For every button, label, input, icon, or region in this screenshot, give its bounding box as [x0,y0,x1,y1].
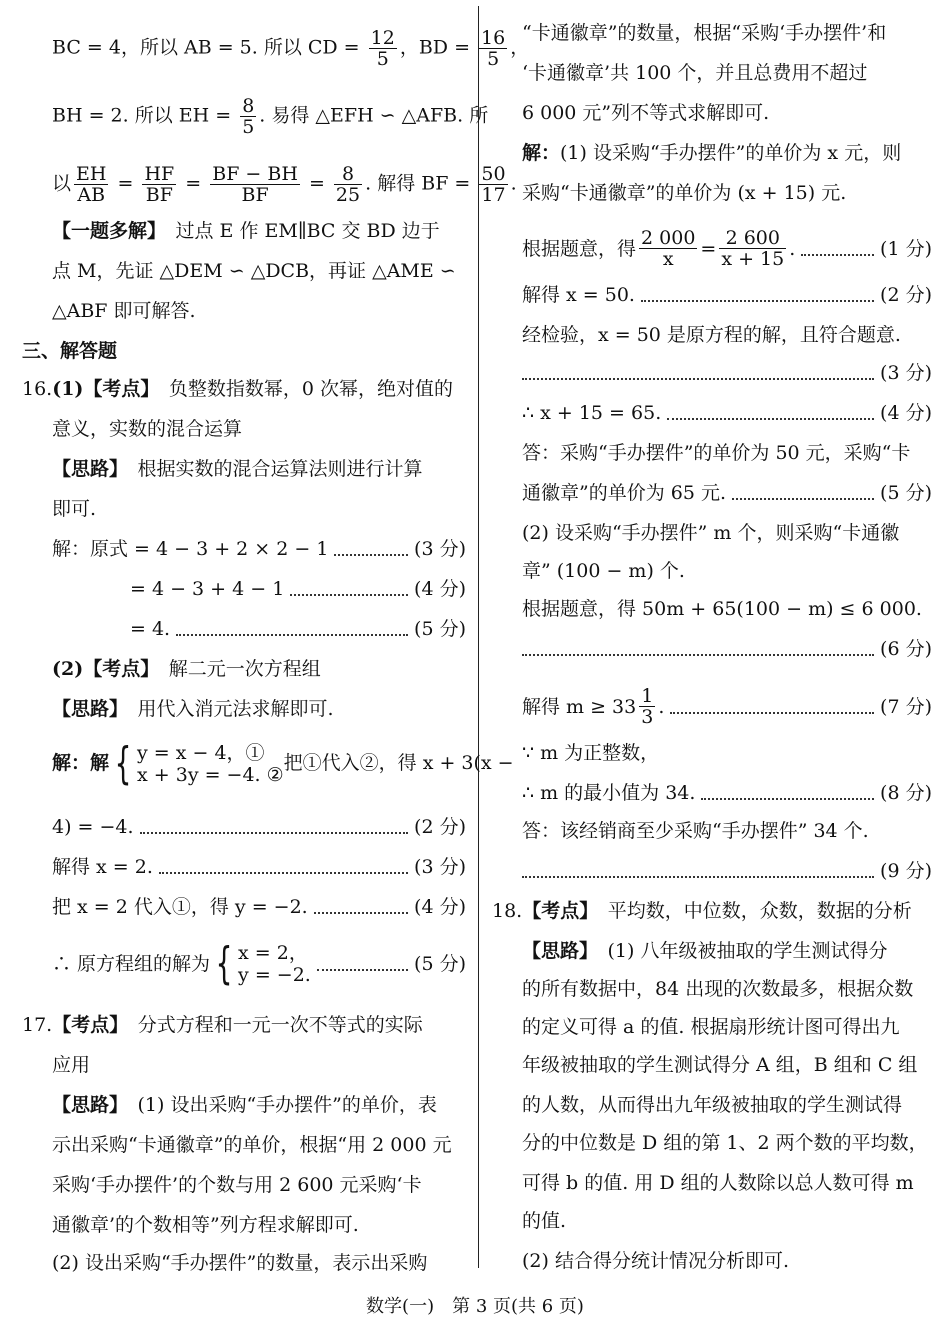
text-line: “卡通徽章”的数量，根据“采购‘手办摆件’和 [522,22,887,44]
text-line: (2)【考点】 解二元一次方程组 [52,658,321,680]
text-line: (2) 结合得分统计情况分析即可. [522,1250,789,1272]
text-line: ∴ m 的最小值为 34. (8 分) [522,782,932,804]
text-line: (2) 设采购“手办摆件” m 个，则采购“卡通徽 [522,522,900,544]
text-line: 经检验，x = 50 是原方程的解，且符合题意. [522,324,901,346]
text-line: 的所有数据中，84 出现的次数最多，根据众数 [522,978,914,1000]
text-line: 章” (100 − m) 个. [522,560,685,582]
text-line: 采购“卡通徽章”的单价为 (x + 15) 元. [522,182,847,204]
text-line: 解得 m ≥ 33 $\frac{1}{3}$ . (7 分) [522,685,932,728]
text-line: = 4. (5 分) [130,618,466,640]
text-line: △ABF 即可解答. [52,300,196,322]
text-line: 16.(1)【考点】 负整数指数幂，0 次幂，绝对值的 [22,378,454,400]
equation-system: 解：解 { y = x − 4，① x + 3y = −4. ② 把①代入②，得 x + 3(x − [52,738,514,789]
text-line: 4) = −4. (2 分) [52,816,466,838]
text-line: ∴ 原方程组的解为 { x = 2， y = −2. (5 分) [52,938,466,989]
text-line: = 4 − 3 + 4 − 1 (4 分) [130,578,466,600]
section-heading: 三、解答题 [22,340,118,362]
text-line: BC = 4，所以 AB = 5. 所以 CD = $\frac{12}{5}$ ，BD = $\frac{16}{5}$ ， [52,27,530,70]
text-line: 18.【考点】 平均数，中位数，众数，数据的分析 [492,900,912,922]
text-line: 以 $\frac{EH}{AB}$ = $\frac{HF}{BF}$ = $\frac{BF - BH}{BF}$ = $\frac{8}{25}$ . 解得 BF = $\frac{50}{17}$ . [52,163,517,206]
text-line: 根据题意，得 50m + 65(100 − m) ≤ 6 000. [522,598,922,620]
text-line: 6 000 元”列不等式求解即可. [522,102,770,124]
text-line: 解得 x = 2. (3 分) [52,856,466,878]
text-line: 示出采购“卡通徽章”的单价，根据“用 2 000 元 [52,1134,452,1156]
text-line: 答：采购“手办摆件”的单价为 50 元，采购“卡 [522,442,911,464]
text-line: 17.【考点】 分式方程和一元一次不等式的实际 [22,1014,423,1036]
page-footer: 数学(一) 第 3 页(共 6 页) [366,1296,584,1317]
text-line: 【思路】 根据实数的混合运算法则进行计算 [52,458,423,480]
text-line: 通徽章”的单价为 65 元. (5 分) [522,482,932,504]
text-line: 可得 b 的值. 用 D 组的人数除以总人数可得 m [522,1172,914,1194]
text-line: 点 M，先证 △DEM ∽ △DCB，再证 △AME ∽ [52,260,456,282]
text-line: 【思路】 (1) 八年级被抽取的学生测试得分 [522,940,888,962]
text-line: 解：原式 = 4 − 3 + 2 × 2 − 1 (3 分) [52,538,466,560]
text-line: 年级被抽取的学生测试得分 A 组，B 组和 C 组 [522,1054,918,1076]
text-line: ∴ x + 15 = 65. (4 分) [522,402,932,424]
text-line: (2) 设出采购“手办摆件”的数量，表示出采购 [52,1252,428,1274]
text-line: 应用 [52,1054,91,1076]
text-line: 解得 x = 50. (2 分) [522,284,932,306]
text-line: (6 分) [492,636,932,662]
text-line: 的值. [522,1210,567,1232]
text-line: 即可. [52,498,97,520]
text-line: ‘卡通徽章’共 100 个，并且总费用不超过 [522,62,868,84]
text-line: 解：(1) 设采购“手办摆件”的单价为 x 元，则 [522,142,902,164]
text-line: BH = 2. 所以 EH = $\frac{8}{5}$ . 易得 △EFH ∽ △AFB. 所 [52,95,489,138]
text-line: 分的中位数是 D 组的第 1、2 两个数的平均数， [522,1132,928,1154]
text-line: 意义，实数的混合运算 [52,418,243,440]
text-line: 通徽章’的个数相等”列方程求解即可. [52,1214,359,1236]
text-line: (3 分) [492,360,932,386]
text-line: 【一题多解】 过点 E 作 EM∥BC 交 BD 边于 [52,220,440,242]
text-line: 【思路】 用代入消元法求解即可. [52,698,334,720]
text-line: 的定义可得 a 的值. 根据扇形统计图可得出九 [522,1016,900,1038]
text-line: ∵ m 为正整数， [522,742,660,764]
text-line: 的人数，从而得出九年级被抽取的学生测试得 [522,1094,903,1116]
text-line: 答：该经销商至少采购“手办摆件” 34 个. [522,820,869,842]
text-line: (9 分) [492,858,932,884]
text-line: 【思路】 (1) 设出采购“手办摆件”的单价，表 [52,1094,437,1116]
text-line: 采购‘手办摆件’的个数与用 2 600 元采购‘卡 [52,1174,422,1196]
text-line: 把 x = 2 代入①，得 y = −2. (4 分) [52,896,466,918]
text-line: 根据题意，得 $\frac{2 000}{x}$ = $\frac{2 600}{x + 15}$ . (1 分) [522,227,932,270]
